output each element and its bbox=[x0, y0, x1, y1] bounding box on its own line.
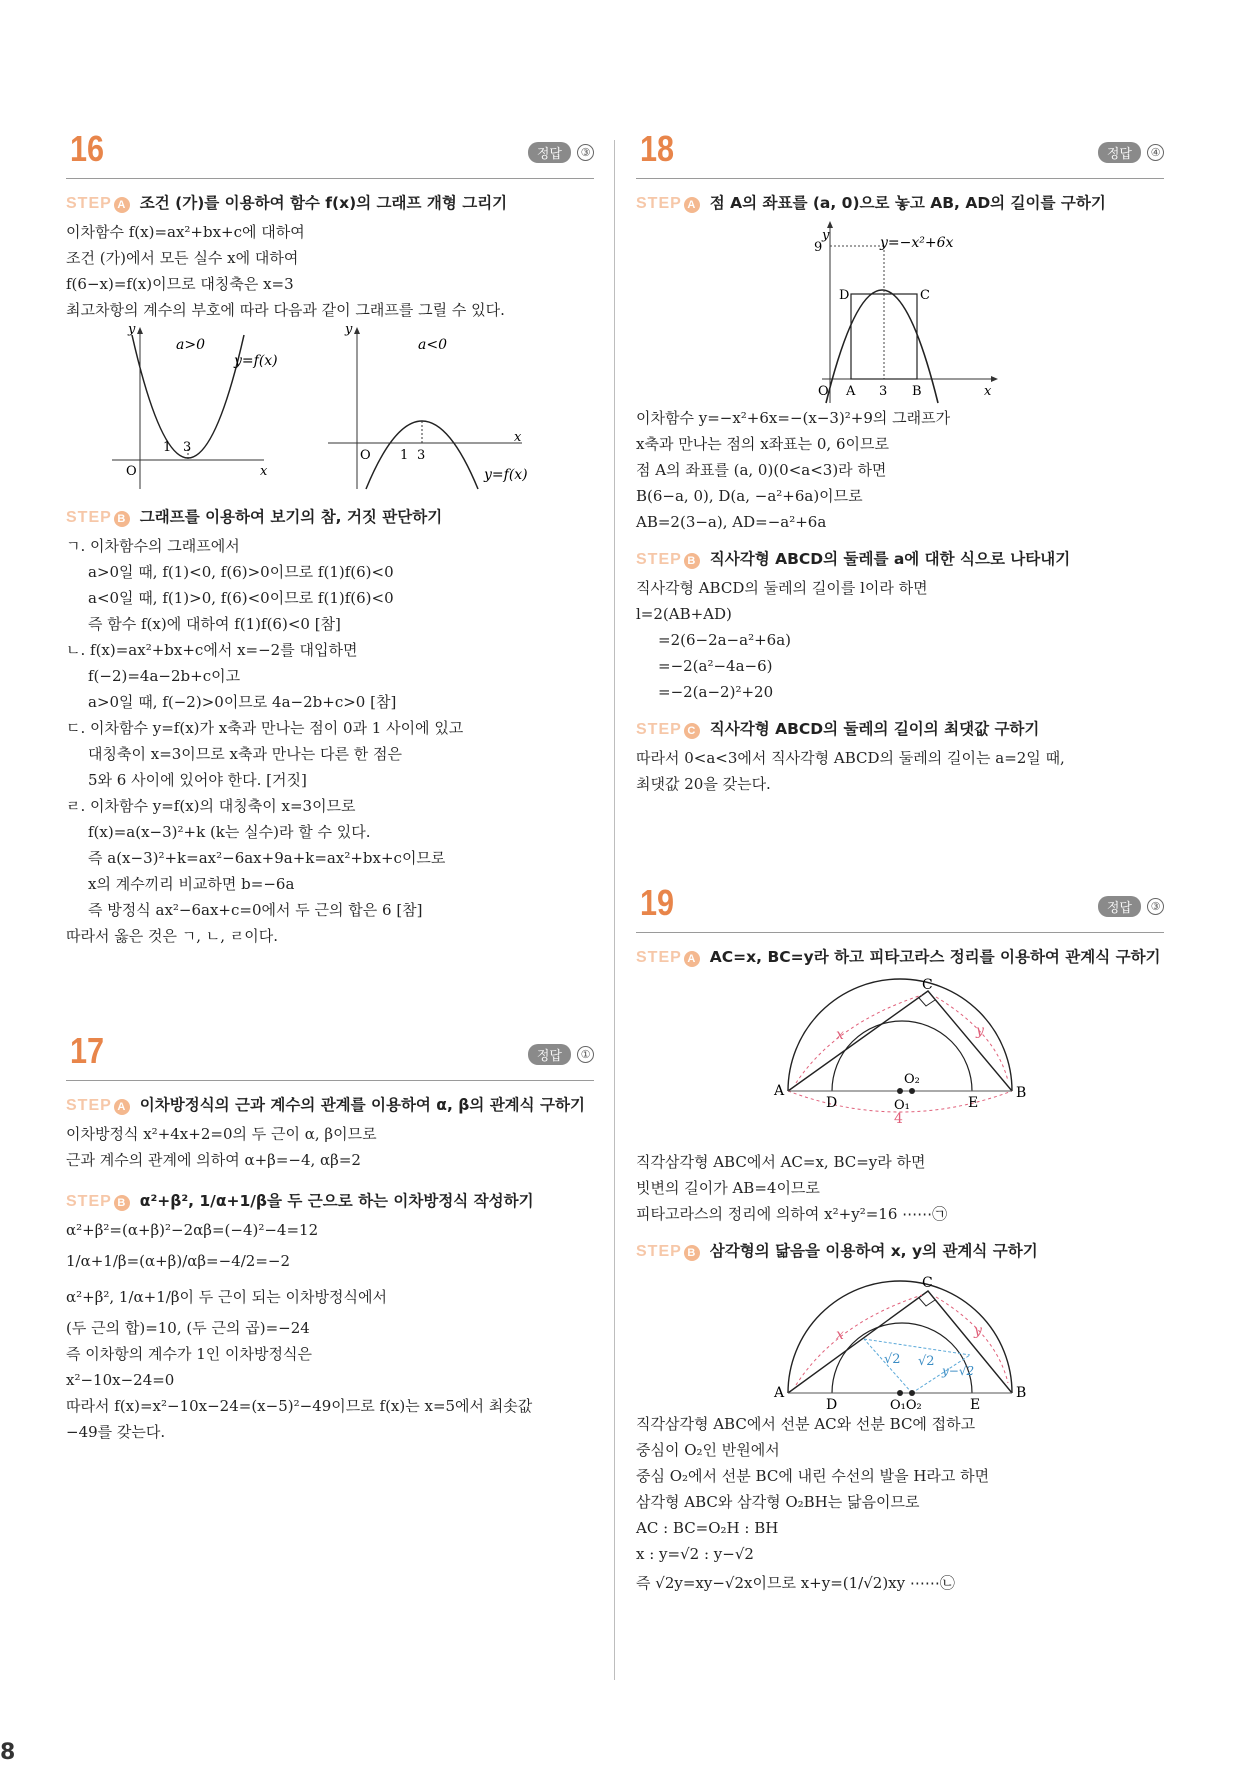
step-a-lines bbox=[66, 219, 594, 323]
text-line: l=2(AB+AD) bbox=[636, 605, 732, 623]
rectangle-in-parabola-graph bbox=[636, 219, 1164, 405]
point-b: B bbox=[912, 384, 922, 399]
origin-label: O bbox=[818, 384, 829, 399]
answer-badge: 정답 bbox=[1098, 896, 1141, 917]
text-line: 직각삼각형 ABC에서 AC=x, BC=y라 하면 bbox=[636, 1153, 926, 1171]
semicircle-figure-2 bbox=[636, 1267, 1164, 1411]
length-4: 4 bbox=[894, 1111, 903, 1127]
segment-y-minus-r: y−√2 bbox=[942, 1364, 975, 1378]
answer-value: ③ bbox=[577, 144, 594, 161]
text-line: 최댓값 20을 갖는다. bbox=[636, 775, 771, 793]
step-tag: STEP B bbox=[66, 509, 130, 527]
column-divider bbox=[614, 140, 615, 1680]
text-line: 삼각형 ABC와 삼각형 O₂BH는 닮음이므로 bbox=[636, 1493, 920, 1511]
condition-label: a<0 bbox=[418, 337, 447, 353]
step-title: 삼각형의 닮음을 이용하여 x, y의 관계식 구하기 bbox=[709, 1242, 1038, 1260]
step-tag: STEP A bbox=[636, 195, 700, 213]
answer-label bbox=[1098, 896, 1164, 917]
text-line: =2(6−2a−a²+6a) bbox=[658, 631, 791, 649]
text-line: 이차함수 f(x)=ax²+bx+c에 대하여 bbox=[66, 223, 305, 241]
origin-label: O bbox=[360, 448, 371, 463]
text-line: x²−10x−24=0 bbox=[66, 1371, 175, 1389]
step-tag: STEP B bbox=[636, 551, 700, 569]
answer-label bbox=[528, 142, 594, 163]
point-b: B bbox=[1016, 1085, 1027, 1101]
step-b-lines bbox=[636, 575, 1164, 705]
step-tag: STEP C bbox=[636, 721, 700, 739]
point-d: D bbox=[826, 1095, 838, 1111]
text-line: (두 근의 합)=10, (두 근의 곱)=−24 bbox=[66, 1319, 310, 1337]
text-line: 최고차항의 계수의 부호에 따라 다음과 같이 그래프를 그릴 수 있다. bbox=[66, 301, 505, 319]
center-o2: O₂ bbox=[904, 1072, 920, 1087]
triangle-abc bbox=[788, 991, 1012, 1091]
step-b bbox=[66, 505, 594, 527]
text-line: 피타고라스의 정리에 의하여 x²+y²=16 ⋯⋯㉠ bbox=[636, 1205, 948, 1223]
step-a bbox=[66, 191, 594, 213]
point-a: A bbox=[846, 384, 856, 399]
x-label: x bbox=[514, 430, 522, 445]
step-b bbox=[66, 1189, 594, 1211]
problem-16 bbox=[66, 128, 594, 949]
problem-17-header bbox=[66, 1030, 594, 1081]
text-line: 직각삼각형 ABC에서 선분 AC와 선분 BC에 접하고 bbox=[636, 1415, 976, 1433]
text-line: 이차함수 y=−x²+6x=−(x−3)²+9의 그래프가 bbox=[636, 409, 951, 427]
text-line: B(6−a, 0), D(a, −a²+6a)이므로 bbox=[636, 487, 863, 505]
answer-label bbox=[528, 1044, 594, 1065]
text-line: 조건 (가)에서 모든 실수 x에 대하여 bbox=[66, 249, 299, 267]
text-line: AC : BC=O₂H : BH bbox=[636, 1519, 779, 1537]
radius-label-1: √2 bbox=[884, 1352, 901, 1367]
problem-18-header bbox=[636, 128, 1164, 179]
text-line: x축과 만나는 점의 x좌표는 0, 6이므로 bbox=[636, 435, 889, 453]
problem-16-header bbox=[66, 128, 594, 179]
step-tag: STEP B bbox=[636, 1243, 700, 1261]
tick-1: 1 bbox=[163, 440, 172, 455]
step-title: α²+β², 1/α+1/β을 두 근으로 하는 이차방정식 작성하기 bbox=[139, 1192, 534, 1210]
text-line: AB=2(3−a), AD=−a²+6a bbox=[636, 513, 827, 531]
text-line: 중심이 O₂인 반원에서 bbox=[636, 1441, 780, 1459]
text-line: 점 A의 좌표를 (a, 0)(0<a<3)라 하면 bbox=[636, 461, 887, 479]
point-c: C bbox=[920, 288, 930, 303]
text-line: 대칭축이 x=3이므로 x축과 만나는 다른 한 점은 bbox=[88, 745, 402, 763]
side-y: y bbox=[976, 1023, 984, 1039]
step-title: 점 A의 좌표를 (a, 0)으로 놓고 AB, AD의 길이를 구하기 bbox=[709, 194, 1106, 212]
small-semicircle bbox=[832, 1021, 972, 1091]
tick-3: 3 bbox=[417, 448, 426, 463]
text-line: 즉 방정식 ax²−6ax+c=0에서 두 근의 합은 6 [참] bbox=[88, 901, 423, 919]
point-d: D bbox=[826, 1397, 838, 1411]
text-line: 5와 6 사이에 있어야 한다. [거짓] bbox=[88, 771, 307, 789]
text-line: 따라서 f(x)=x²−10x−24=(x−5)²−49이므로 f(x)는 x=5에서 최솟값 bbox=[66, 1397, 533, 1415]
function-label: y=−x²+6x bbox=[880, 235, 954, 251]
step-title: 조건 (가)를 이용하여 함수 f(x)의 그래프 개형 그리기 bbox=[139, 194, 508, 212]
point-e: E bbox=[968, 1095, 979, 1111]
point-a: A bbox=[774, 1385, 785, 1401]
answer-value: ④ bbox=[1147, 144, 1164, 161]
text-line: ㄹ. 이차함수 y=f(x)의 대칭축이 x=3이므로 bbox=[66, 797, 356, 815]
tick-3: 3 bbox=[183, 440, 192, 455]
text-line: 근과 계수의 관계에 의하여 α+β=−4, αβ=2 bbox=[66, 1151, 361, 1169]
text-line: a>0일 때, f(1)<0, f(6)>0이므로 f(1)f(6)<0 bbox=[88, 563, 394, 581]
point-c: C bbox=[922, 1275, 933, 1291]
problem-17 bbox=[66, 1030, 594, 1445]
graph-a-negative bbox=[328, 323, 528, 489]
point-e: E bbox=[970, 1397, 981, 1411]
text-line: a>0일 때, f(−2)>0이므로 4a−2b+c>0 [참] bbox=[88, 693, 397, 711]
function-label: y=f(x) bbox=[484, 467, 528, 483]
text-line: 1/α+1/β=(α+β)/αβ=−4/2=−2 bbox=[66, 1252, 291, 1270]
step-b-lines bbox=[66, 533, 594, 949]
tick-3: 3 bbox=[879, 384, 888, 399]
text-line: 따라서 옳은 것은 ㄱ, ㄴ, ㄹ이다. bbox=[66, 927, 279, 945]
problem-19 bbox=[636, 882, 1164, 1599]
text-line: x의 계수끼리 비교하면 b=−6a bbox=[88, 875, 295, 893]
problem-number: 19 bbox=[640, 882, 675, 923]
step-a bbox=[66, 1093, 594, 1115]
text-line: 즉 a(x−3)²+k=ax²−6ax+9a+k=ax²+bx+c이므로 bbox=[88, 849, 446, 867]
semicircle-figure-1 bbox=[636, 973, 1164, 1149]
text-line: =−2(a−2)²+20 bbox=[658, 683, 774, 701]
nine-label: 9 bbox=[814, 240, 823, 255]
answer-value: ① bbox=[577, 1046, 594, 1063]
step-tag: STEP A bbox=[66, 1097, 130, 1115]
text-line: 빗변의 길이가 AB=4이므로 bbox=[636, 1179, 820, 1197]
point-d: D bbox=[839, 288, 850, 303]
text-line: =−2(a²−4a−6) bbox=[658, 657, 773, 675]
step-title: 그래프를 이용하여 보기의 참, 거짓 판단하기 bbox=[139, 508, 443, 526]
text-line: α²+β², 1/α+1/β이 두 근이 되는 이차방정식에서 bbox=[66, 1288, 387, 1306]
step-tag: STEP A bbox=[66, 195, 130, 213]
side-x: x bbox=[836, 1027, 844, 1043]
origin-label: O bbox=[126, 464, 137, 479]
step-title: 이차방정식의 근과 계수의 관계를 이용하여 α, β의 관계식 구하기 bbox=[139, 1096, 585, 1114]
step-b bbox=[636, 547, 1164, 569]
side-y: y bbox=[974, 1323, 982, 1339]
problem-18 bbox=[636, 128, 1164, 797]
text-line: ㄷ. 이차함수 y=f(x)가 x축과 만나는 점이 0과 1 사이에 있고 bbox=[66, 719, 464, 737]
y-label: y bbox=[345, 323, 353, 337]
text-line: α²+β²=(α+β)²−2αβ=(−4)²−4=12 bbox=[66, 1221, 319, 1239]
problem-number: 17 bbox=[70, 1030, 105, 1071]
text-line: f(6−x)=f(x)이므로 대칭축은 x=3 bbox=[66, 275, 294, 293]
problem-19-header bbox=[636, 882, 1164, 933]
answer-label bbox=[1098, 142, 1164, 163]
text-line: 이차방정식 x²+4x+2=0의 두 근이 α, β이므로 bbox=[66, 1125, 377, 1143]
text-line: −49를 갖는다. bbox=[66, 1423, 166, 1441]
text-line: a<0일 때, f(1)>0, f(6)<0이므로 f(1)f(6)<0 bbox=[88, 589, 394, 607]
step-a bbox=[636, 191, 1164, 213]
step-tag: STEP A bbox=[636, 949, 700, 967]
text-line: 즉 √2y=xy−√2x이므로 x+y=(1/√2)xy ⋯⋯㉡ bbox=[636, 1574, 955, 1592]
step-title: 직사각형 ABCD의 둘레의 길이의 최댓값 구하기 bbox=[709, 720, 1040, 738]
x-label: x bbox=[260, 464, 268, 479]
text-line: 즉 이차항의 계수가 1인 이차방정식은 bbox=[66, 1345, 312, 1363]
parabola-graphs bbox=[66, 323, 594, 493]
answer-value: ③ bbox=[1147, 898, 1164, 915]
function-label: y=f(x) bbox=[234, 353, 278, 369]
text-line: 따라서 0<a<3에서 직사각형 ABCD의 둘레의 길이는 a=2일 때, bbox=[636, 749, 1065, 767]
text-line: ㄱ. 이차함수의 그래프에서 bbox=[66, 537, 240, 555]
text-line: ㄴ. f(x)=ax²+bx+c에서 x=−2를 대입하면 bbox=[66, 641, 358, 659]
step-tag: STEP B bbox=[66, 1193, 130, 1211]
text-line: f(−2)=4a−2b+c이고 bbox=[88, 667, 241, 685]
x-label: x bbox=[984, 384, 992, 399]
step-a bbox=[636, 945, 1164, 967]
answer-badge: 정답 bbox=[1098, 142, 1141, 163]
step-c bbox=[636, 717, 1164, 739]
answer-badge: 정답 bbox=[528, 142, 571, 163]
text-line: x : y=√2 : y−√2 bbox=[636, 1545, 754, 1563]
step-b bbox=[636, 1239, 1164, 1261]
point-c: C bbox=[922, 977, 933, 993]
point-b: B bbox=[1016, 1385, 1027, 1401]
condition-label: a>0 bbox=[176, 337, 205, 353]
text-line: 즉 함수 f(x)에 대하여 f(1)f(6)<0 [참] bbox=[88, 615, 341, 633]
answer-badge: 정답 bbox=[528, 1044, 571, 1065]
y-label: y bbox=[822, 228, 830, 243]
tick-1: 1 bbox=[400, 448, 409, 463]
page-number: 8 bbox=[0, 1740, 16, 1765]
y-label: y bbox=[128, 323, 136, 337]
step-title: 직사각형 ABCD의 둘레를 a에 대한 식으로 나타내기 bbox=[709, 550, 1071, 568]
text-line: 중심 O₂에서 선분 BC에 내린 수선의 발을 H라고 하면 bbox=[636, 1467, 990, 1485]
text-line: 직사각형 ABCD의 둘레의 길이를 l이라 하면 bbox=[636, 579, 928, 597]
center-o1: O₁ bbox=[894, 1098, 910, 1113]
side-x: x bbox=[836, 1327, 844, 1343]
centers-o1o2: O₁O₂ bbox=[890, 1398, 922, 1411]
graph-a-positive bbox=[112, 323, 278, 489]
problem-number: 18 bbox=[640, 128, 675, 169]
radius-label-2: √2 bbox=[918, 1354, 935, 1369]
step-title: AC=x, BC=y라 하고 피타고라스 정리를 이용하여 관계식 구하기 bbox=[709, 948, 1161, 966]
point-a: A bbox=[774, 1083, 785, 1099]
text-line: f(x)=a(x−3)²+k (k는 실수)라 할 수 있다. bbox=[88, 823, 371, 841]
problem-number: 16 bbox=[70, 128, 105, 169]
